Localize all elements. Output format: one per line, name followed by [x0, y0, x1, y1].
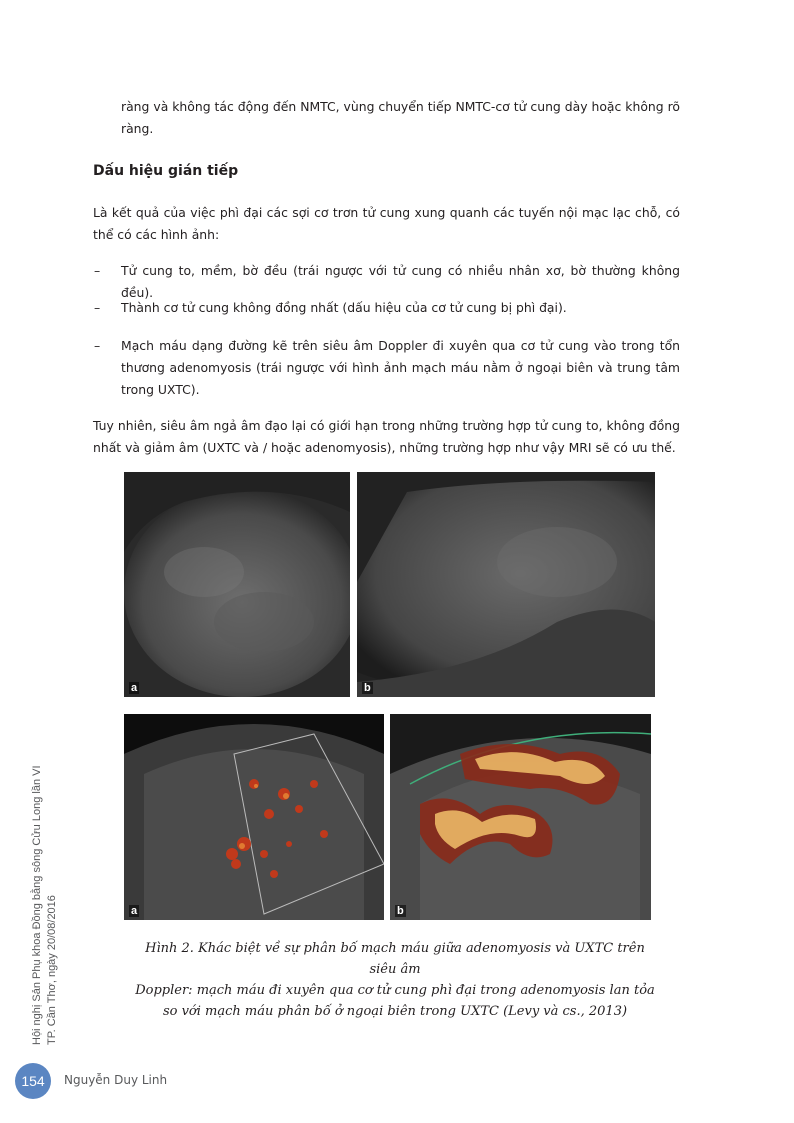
doppler-graphic — [390, 714, 651, 920]
bullet-item — [94, 335, 680, 401]
doppler-image-bottom-a — [124, 714, 384, 920]
bullet-item — [94, 297, 680, 319]
sidebar-line: Hội nghị Sản Phụ khoa Đồng bằng sông Cửu Long lần VI — [31, 765, 43, 1045]
sidebar-line: TP. Cần Thơ, ngày 20/08/2016 — [46, 895, 58, 1045]
figure-caption — [130, 938, 660, 1022]
caption-line: Hình 2. Khác biệt về sự phân bố mạch máu giữa adenomyosis và UXTC trên siêu âm — [145, 941, 645, 977]
paragraph-conclusion: Tuy nhiên, siêu âm ngả âm đạo lại có giới hạn trong những trường hợp tử cung to, không đồng nhất và giảm âm (UXTC và / hoặc adenomyosis), những trường hợp như vậy MRI sẽ có ưu thế. — [93, 418, 680, 455]
bullet-text: Thành cơ tử cung không đồng nhất (dấu hiệu của cơ tử cung bị phì đại). — [121, 300, 567, 315]
ultrasound-greyscale-graphic — [124, 472, 350, 697]
image-label: a — [131, 905, 138, 917]
conference-sidebar — [30, 765, 60, 1045]
image-label: b — [364, 682, 371, 694]
author-name: Nguyễn Duy Linh — [64, 1073, 168, 1087]
dash-marker: – — [94, 300, 101, 315]
bullet-text: Tử cung to, mềm, bờ đều (trái ngược với tử cung có nhiều nhân xơ, bờ thường không đều). — [121, 263, 680, 300]
caption-line: Doppler: mạch máu đi xuyên qua cơ tử cung phì đại trong adenomyosis lan tỏa — [135, 983, 655, 998]
ultrasound-greyscale-graphic — [357, 472, 655, 697]
caption-line: so với mạch máu phân bố ở ngoại biên trong UXTC (Levy và cs., 2013) — [162, 1004, 628, 1019]
section-heading: Dấu hiệu gián tiếp — [93, 163, 239, 179]
image-label: a — [131, 682, 138, 694]
image-label: b — [397, 905, 404, 917]
doppler-image-bottom-b — [390, 714, 651, 920]
bullet-text: Mạch máu dạng đường kẽ trên siêu âm Doppler đi xuyên qua cơ tử cung vào trong tổn thương adenomyosis (trái ngược với hình ảnh mạch máu nằm ở ngoại biên và trung tâm trong UXTC). — [121, 338, 680, 397]
ultrasound-image-top-a — [124, 472, 350, 697]
dash-marker: – — [94, 338, 101, 353]
ultrasound-image-top-b — [357, 472, 655, 697]
paragraph-continued: ràng và không tác động đến NMTC, vùng chuyển tiếp NMTC-cơ tử cung dày hoặc không rõ ràng. — [121, 99, 680, 136]
paragraph-intro: Là kết quả của việc phì đại các sợi cơ trơn tử cung xung quanh các tuyến nội mạc lạc chỗ, có thể có các hình ảnh: — [93, 205, 680, 242]
page-number: 154 — [15, 1063, 51, 1099]
doppler-graphic — [124, 714, 384, 920]
dash-marker: – — [94, 263, 101, 278]
